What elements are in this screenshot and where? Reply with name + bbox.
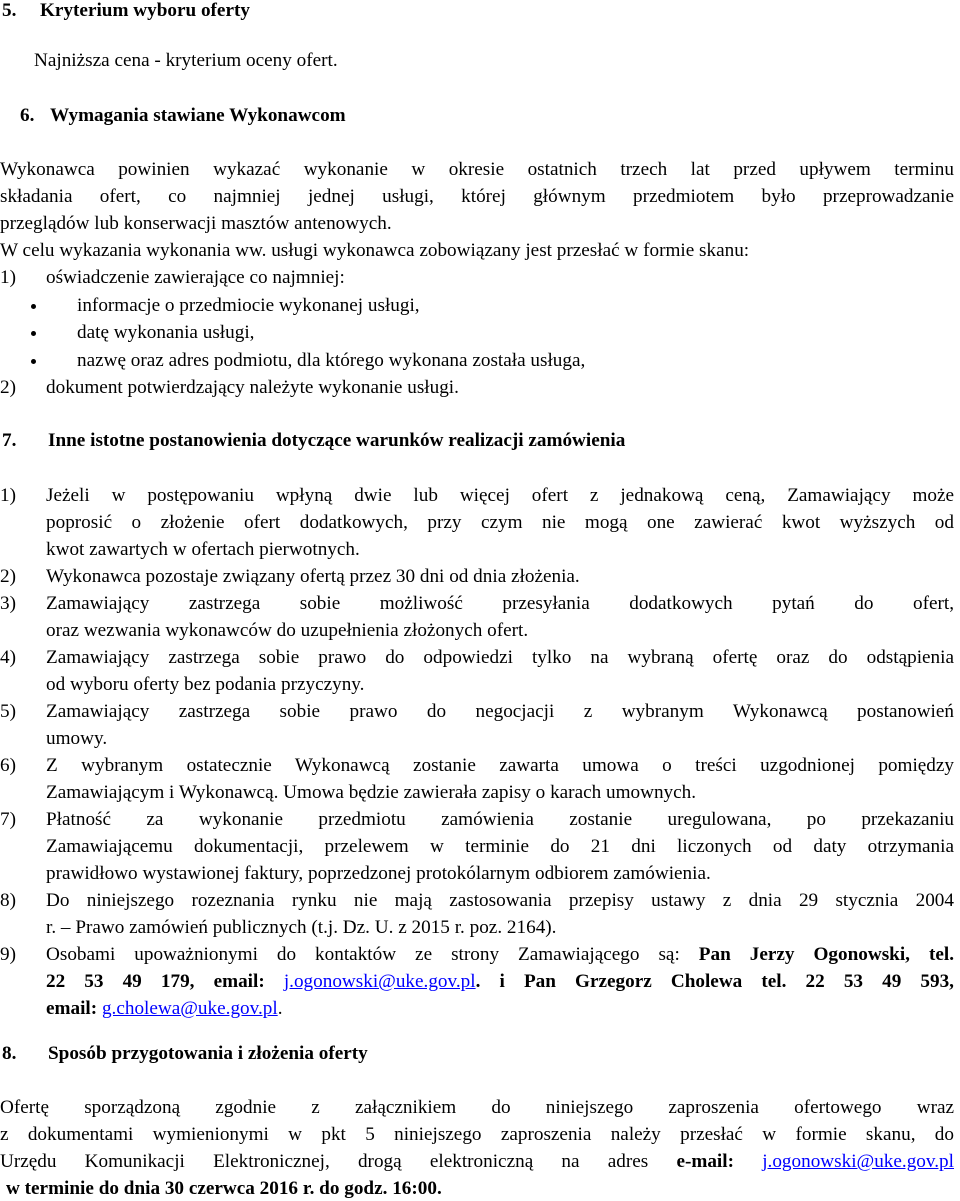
section-title: Sposób przygotowania i złożenia oferty	[48, 1043, 368, 1064]
paragraph-line	[0, 240, 960, 262]
list-text: Z wybranym ostatecznie Wykonawcą zostanie zawarta umowa o treści uzgodnionej pomiędzy	[46, 755, 954, 776]
section-title: Wymagania stawiane Wykonawcom	[50, 105, 346, 126]
paragraph-line	[0, 1097, 960, 1119]
list-item	[0, 647, 960, 669]
list-text: dokument potwierdzający należyte wykonanie usługi.	[46, 377, 459, 398]
section-number: 8.	[2, 1043, 17, 1064]
list-item	[0, 485, 960, 507]
list-item	[0, 890, 960, 912]
email-link[interactable]: j.ogonowski@uke.gov.pl	[762, 1151, 954, 1172]
contact-person: Pan Jerzy Ogonowski	[698, 944, 906, 965]
paragraph-text: Urzędu Komunikacji Elektronicznej, drogą elektroniczną na adres	[0, 1151, 677, 1172]
section-5-text	[0, 50, 960, 72]
contact-text: , tel.	[905, 944, 954, 965]
list-text: Jeżeli w postępowaniu wpłyną dwie lub więcej ofert z jednakową ceną, Zamawiający może	[46, 485, 954, 506]
list-line	[0, 863, 960, 885]
list-text: r. – Prawo zamówień publicznych (t.j. Dz. U. z 2015 r. poz. 2164).	[46, 917, 557, 938]
list-item	[0, 593, 960, 615]
paragraph-text: przeglądów lub konserwacji masztów antenowych.	[0, 213, 392, 234]
list-text: poprosić o złożenie ofert dodatkowych, przy czym nie mogą one zawierać kwot wyższych od	[46, 512, 954, 533]
bullet-icon	[31, 331, 36, 336]
bullet-text: nazwę oraz adres podmiotu, dla którego wykonana została usługa,	[77, 350, 586, 371]
email-link[interactable]: j.ogonowski@uke.gov.pl	[283, 971, 476, 992]
list-item	[0, 377, 960, 399]
list-text: kwot zawartych w ofertach pierwotnych.	[46, 539, 360, 560]
bullet-icon	[31, 304, 36, 309]
list-number: 3)	[0, 593, 16, 614]
list-number: 8)	[0, 890, 16, 911]
section-number: 5.	[2, 0, 17, 21]
paragraph-line	[0, 1151, 960, 1173]
email-link[interactable]: g.cholewa@uke.gov.pl	[101, 998, 278, 1019]
list-text: Płatność za wykonanie przedmiotu zamówienia zostanie uregulowana, po przekazaniu	[46, 809, 954, 830]
contact-line	[46, 944, 954, 966]
bullet-item	[0, 350, 960, 372]
list-number: 1)	[0, 267, 16, 288]
list-text: prawidłowo wystawionej faktury, poprzedzonej protokólarnym odbiorem zamówienia.	[46, 863, 711, 884]
list-line	[0, 539, 960, 561]
list-number: 7)	[0, 809, 16, 830]
contact-line	[46, 998, 283, 1020]
list-line	[0, 971, 960, 993]
section-5-heading	[0, 0, 960, 22]
paragraph-text: Wykonawca powinien wykazać wykonanie w okresie ostatnich trzech lat przed upływem terminu	[0, 159, 954, 180]
list-item	[0, 755, 960, 777]
paragraph-line	[0, 1178, 960, 1200]
section-title: Kryterium wyboru oferty	[40, 0, 250, 21]
list-number: 6)	[0, 755, 16, 776]
paragraph-text: Ofertę sporządzoną zgodnie z załącznikiem do niniejszego zaproszenia ofertowego wraz	[0, 1097, 954, 1118]
list-item	[0, 944, 960, 966]
list-line	[0, 620, 960, 642]
list-line	[0, 917, 960, 939]
list-item	[0, 701, 960, 723]
section-7-heading	[0, 430, 960, 452]
bullet-item	[0, 295, 960, 317]
list-line	[0, 836, 960, 858]
paragraph-text: W celu wykazania wykonania ww. usługi wykonawca zobowiązany jest przesłać w formie skanu:	[0, 240, 750, 261]
list-text: Wykonawca pozostaje związany ofertą przez 30 dni od dnia złożenia.	[46, 566, 580, 587]
list-number: 2)	[0, 566, 16, 587]
deadline-text: w terminie do dnia 30 czerwca 2016 r. do godz. 16:00.	[6, 1178, 442, 1199]
paragraph-line	[0, 213, 960, 235]
list-text: od wyboru oferty bez podania przyczyny.	[46, 674, 365, 695]
section-6-heading	[0, 105, 960, 127]
bullet-text: informacje o przedmiocie wykonanej usługi,	[77, 295, 420, 316]
list-number: 2)	[0, 377, 16, 398]
list-text: oświadczenie zawierające co najmniej:	[46, 267, 345, 288]
list-text: Zamawiającemu dokumentacji, przelewem w terminie do 21 dni liczonych od daty otrzymania	[46, 836, 954, 857]
contact-text: Osobami upoważnionymi do kontaktów ze strony Zamawiającego są:	[46, 944, 699, 965]
list-number: 9)	[0, 944, 16, 965]
section-title: Inne istotne postanowienia dotyczące warunków realizacji zamówienia	[48, 430, 626, 451]
section-number: 7.	[2, 430, 17, 451]
list-line	[0, 512, 960, 534]
list-text: Zamawiający zastrzega sobie możliwość przesyłania dodatkowych pytań do ofert,	[46, 593, 954, 614]
paragraph-line	[0, 159, 960, 181]
section-number: 6.	[20, 105, 35, 126]
contact-text: 22 53 49 179, email:	[46, 971, 284, 992]
list-line	[0, 674, 960, 696]
email-label: e-mail:	[676, 1151, 763, 1172]
list-line	[0, 782, 960, 804]
list-item	[0, 267, 960, 289]
bullet-item	[0, 322, 960, 344]
list-text: Zamawiającym i Wykonawcą. Umowa będzie zawierała zapisy o karach umownych.	[46, 782, 697, 803]
criterion-text: Najniższa cena - kryterium oceny ofert.	[34, 50, 338, 71]
list-text: Zamawiający zastrzega sobie prawo do negocjacji z wybranym Wykonawcą postanowień	[46, 701, 954, 722]
list-item	[0, 809, 960, 831]
contact-text: .	[277, 998, 283, 1019]
list-line	[0, 728, 960, 750]
contact-line	[46, 971, 954, 993]
list-number: 5)	[0, 701, 16, 722]
list-number: 1)	[0, 485, 16, 506]
contact-text: email:	[46, 998, 102, 1019]
list-item	[0, 566, 960, 588]
list-text: Do niniejszego rozeznania rynku nie mają zastosowania przepisy ustawy z dnia 29 stycznia 2004	[46, 890, 954, 911]
bullet-icon	[31, 359, 36, 364]
paragraph-text: z dokumentami wymienionymi w pkt 5 niniejszego zaproszenia należy przesłać w formie skanu, do	[0, 1124, 954, 1145]
list-text: oraz wezwania wykonawców do uzupełnienia złożonych ofert.	[46, 620, 529, 641]
list-text: umowy.	[46, 728, 108, 749]
paragraph-line	[0, 1124, 960, 1146]
list-line	[0, 998, 960, 1020]
bullet-text: datę wykonania usługi,	[77, 322, 255, 343]
contact-text: . i Pan Grzegorz Cholewa tel. 22 53 49 593,	[475, 971, 954, 992]
paragraph-text: składania ofert, co najmniej jednej usługi, której głównym przedmiotem było przeprowadzanie	[0, 186, 954, 207]
list-number: 4)	[0, 647, 16, 668]
paragraph-text	[0, 1151, 954, 1173]
section-8-heading	[0, 1043, 960, 1065]
list-text: Zamawiający zastrzega sobie prawo do odpowiedzi tylko na wybraną ofertę oraz do odstąpienia	[46, 647, 954, 668]
paragraph-line	[0, 186, 960, 208]
